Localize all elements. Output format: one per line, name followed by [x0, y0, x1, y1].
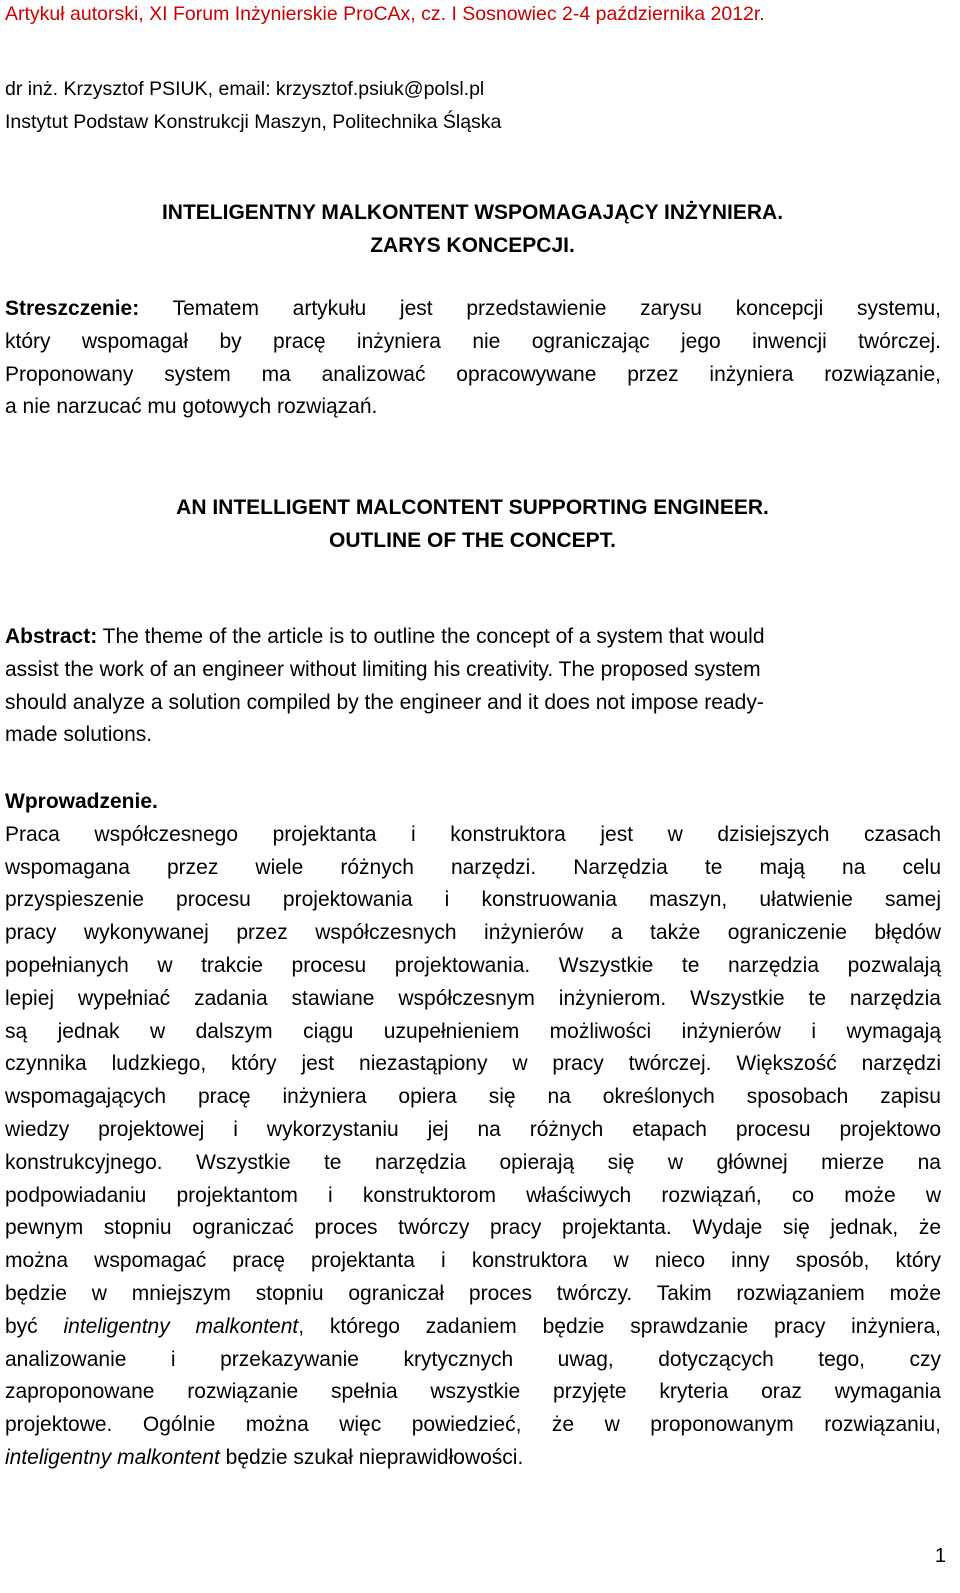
streszczenie-paragraph	[5, 293, 941, 424]
abstract-line	[5, 621, 941, 654]
author-block	[5, 73, 501, 139]
introduction-emphasis: inteligentny malkontent	[5, 1445, 220, 1469]
introduction-line: wiedzy projektowej i wykorzystaniu jej na różnych etapach procesu projektowo	[5, 1117, 941, 1141]
title-polish-line1: INTELIGENTNY MALKONTENT WSPOMAGAJĄCY INŻYNIERA.	[161, 201, 784, 224]
introduction-line: będzie w mniejszym stopniu ograniczał proces twórczy. Takim rozwiązaniem może	[5, 1281, 941, 1305]
streszczenie-line: a nie narzucać mu gotowych rozwiązań.	[5, 395, 378, 419]
abstract-label: Abstract:	[5, 625, 98, 648]
page-number: 1	[934, 1545, 946, 1567]
introduction-line: wspomagana przez wiele różnych narzędzi. Narzędzia te mają na celu	[5, 855, 941, 879]
author-institute: Instytut Podstaw Konstrukcji Maszyn, Politechnika Śląska	[5, 111, 502, 133]
introduction-line: pracy wykonywanej przez współczesnych inżynierów a także ograniczenie błędów	[5, 921, 941, 945]
introduction-line: popełnianych w trakcie procesu projektowania. Wszystkie te narzędzia pozwalają	[5, 953, 941, 977]
introduction-line-text: , którego zadaniem będzie sprawdzanie pracy inżyniera,	[298, 1314, 941, 1338]
introduction-emphasis: inteligentny malkontent	[63, 1314, 299, 1338]
abstract-paragraph	[5, 621, 941, 752]
introduction-heading-text: Wprowadzenie.	[5, 790, 158, 813]
introduction-line	[5, 1311, 941, 1344]
abstract-line: assist the work of an engineer without limiting his creativity. The proposed system	[5, 657, 761, 681]
introduction-line: Praca współczesnego projektanta i konstruktora jest w dzisiejszych czasach	[5, 822, 941, 846]
title-polish-line2: ZARYS KONCEPCJI.	[370, 234, 575, 257]
introduction-line: analizowanie i przekazywanie krytycznych uwag, dotyczących tego, czy	[5, 1347, 941, 1371]
title-polish	[0, 196, 945, 262]
abstract-line-text: The theme of the article is to outline the concept of a system that would	[97, 625, 765, 648]
introduction-heading	[5, 786, 941, 819]
author-name-email: dr inż. Krzysztof PSIUK, email: krzysztof.psiuk@polsl.pl	[5, 78, 485, 100]
title-english	[0, 491, 945, 557]
header-line: Artykuł autorski, XI Forum Inżynierskie ProCAx, cz. I Sosnowiec 2-4 października 2012r.	[5, 3, 765, 25]
introduction-line: przyspieszenie procesu projektowania i konstruowania maszyn, ułatwienie samej	[5, 888, 941, 912]
streszczenie-label: Streszczenie:	[5, 297, 140, 320]
introduction-line	[5, 1442, 941, 1475]
streszczenie-line: który wspomagał by pracę inżyniera nie ograniczając jego inwencji twórczej.	[5, 329, 941, 353]
abstract-line: should analyze a solution compiled by the engineer and it does not impose ready-	[5, 690, 764, 714]
title-english-line1: AN INTELLIGENT MALCONTENT SUPPORTING ENGINEER.	[176, 496, 769, 519]
title-english-line2: OUTLINE OF THE CONCEPT.	[328, 529, 616, 552]
introduction-line: można wspomagać pracę projektanta i konstruktora w nieco inny sposób, który	[5, 1249, 941, 1273]
introduction-line: wspomagających pracę inżyniera opiera się na określonych sposobach zapisu	[5, 1085, 941, 1109]
introduction-line: czynnika ludzkiego, który jest niezastąpiony w pracy twórczej. Większość narzędzi	[5, 1052, 941, 1076]
introduction-line: lepiej wypełniać zadania stawiane współczesnym inżynierom. Wszystkie te narzędzia	[5, 986, 941, 1010]
introduction-line: są jednak w dalszym ciągu uzupełnieniem możliwości inżynierów i wymagają	[5, 1019, 941, 1043]
introduction-line: konstrukcyjnego. Wszystkie te narzędzia opierają się w głównej mierze na	[5, 1150, 941, 1174]
introduction-line: projektowe. Ogólnie można więc powiedzieć, że w proponowanym rozwiązaniu,	[5, 1413, 941, 1437]
introduction-line-text: będzie szukał nieprawidłowości.	[219, 1445, 524, 1469]
streszczenie-line-text: Tematem artykułu jest przedstawienie zarysu koncepcji systemu,	[139, 297, 941, 320]
abstract-line: made solutions.	[5, 723, 153, 747]
introduction-line-text: być	[5, 1314, 64, 1338]
streszczenie-line	[5, 293, 941, 326]
introduction-line: pewnym stopniu ograniczać proces twórczy pracy projektanta. Wydaje się jednak, że	[5, 1216, 941, 1240]
introduction-line: podpowiadaniu projektantom i konstruktorom właściwych rozwiązań, co może w	[5, 1183, 941, 1207]
introduction-line: zaproponowane rozwiązanie spełnia wszystkie przyjęte kryteria oraz wymagania	[5, 1380, 941, 1404]
streszczenie-line: Proponowany system ma analizować opracowywane przez inżyniera rozwiązanie,	[5, 362, 941, 386]
introduction-section	[5, 786, 941, 1475]
